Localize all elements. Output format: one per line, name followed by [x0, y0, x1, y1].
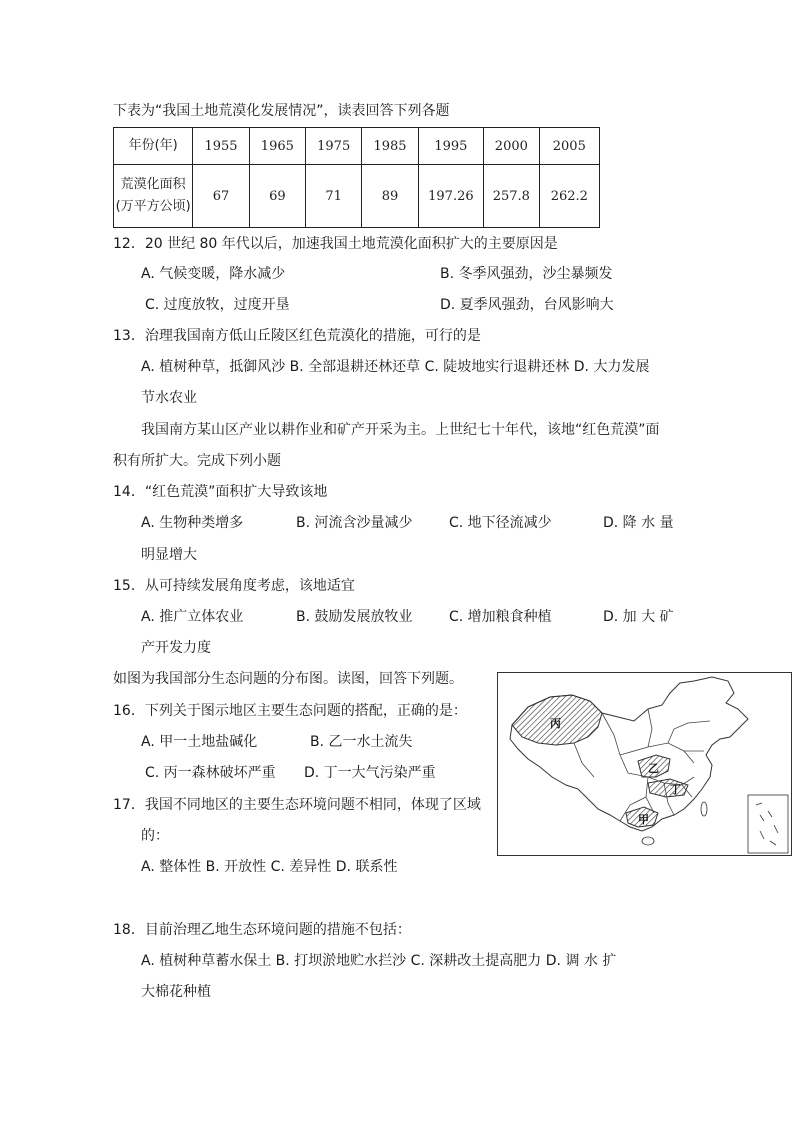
passage-line2: 积有所扩大。完成下列小题 [113, 453, 281, 469]
year-cell: 1995 [418, 128, 483, 165]
q15-option-a: A. 推广立体农业 [141, 609, 244, 625]
map-label-jia: 甲 [638, 813, 649, 826]
q14-cont: 明显增大 [141, 547, 197, 563]
table-row [114, 128, 600, 165]
q12-option-c: C. 过度放牧，过度开垦 [145, 297, 290, 313]
ecology-problems-map [497, 672, 792, 856]
q16-option-a: A. 甲一土地盐碱化 [141, 734, 258, 750]
desertification-table [113, 127, 600, 228]
q14-option-c: C. 地下径流减少 [449, 515, 552, 531]
q12-option-a: A. 气候变暖，降水减少 [141, 266, 286, 282]
q16-option-c: C. 丙一森林破坏严重 [145, 765, 276, 781]
area-cell: 67 [193, 165, 249, 228]
map-label-yi: 乙 [648, 762, 659, 775]
year-cell: 2000 [484, 128, 539, 165]
q17-stem-line2: 的： [141, 828, 169, 844]
q15-cont: 产开发力度 [141, 640, 211, 656]
map-label-ding: 丁 [670, 783, 681, 796]
q12-option-b: B. 冬季风强劲，沙尘暴频发 [440, 266, 613, 282]
q13-stem: 13．治理我国南方低山丘陵区红色荒漠化的措施，可行的是 [113, 328, 481, 344]
q14-stem: 14．“红色荒漠”面积扩大导致该地 [113, 484, 328, 500]
q15-option-b: B. 鼓励发展放牧业 [296, 609, 413, 625]
taiwan-island [701, 802, 707, 816]
q12-stem: 12．20 世纪 80 年代以后，加速我国土地荒漠化面积扩大的主要原因是 [113, 236, 558, 252]
year-header: 年份(年) [114, 128, 193, 165]
year-cell: 1975 [306, 128, 362, 165]
q16-stem: 16．下列关于图示地区主要生态问题的搭配，正确的是： [113, 703, 467, 719]
area-cell: 257.8 [484, 165, 539, 228]
q14-option-d: D. 降 水 量 [603, 515, 674, 531]
area-header [114, 165, 193, 228]
year-cell: 1955 [193, 128, 249, 165]
q17-stem-line1: 17．我国不同地区的主要生态环境问题不相同，体现了区域 [113, 797, 481, 813]
china-map-figure [498, 673, 791, 855]
area-header-line2: (万平方公顷) [115, 199, 191, 214]
q18-cont: 大棉花种植 [141, 984, 211, 1000]
map-label-bing: 丙 [550, 717, 561, 730]
q13-options: A. 植树种草，抵御风沙 B. 全部退耕还林还草 C. 陡坡地实行退耕还林 D. 大力发展 [141, 359, 650, 375]
q14-option-a: A. 生物种类增多 [141, 515, 244, 531]
passage-line1: 我国南方某山区产业以耕作业和矿产开采为主。上世纪七十年代，该地“红色荒漠”面 [141, 422, 660, 438]
hainan-island [642, 837, 654, 845]
map-intro: 如图为我国部分生态问题的分布图。读图，回答下列题。 [113, 671, 463, 687]
area-cell: 89 [362, 165, 418, 228]
q17-options: A. 整体性 B. 开放性 C. 差异性 D. 联系性 [141, 859, 398, 875]
area-cell: 69 [249, 165, 305, 228]
q18-stem: 18．目前治理乙地生态环境问题的措施不包括： [113, 922, 411, 938]
table-row [114, 165, 600, 228]
q16-option-d: D. 丁一大气污染严重 [304, 765, 436, 781]
south-sea-inset [748, 795, 788, 853]
q14-option-b: B. 河流含沙量减少 [296, 515, 413, 531]
table-intro: 下表为“我国土地荒漠化发展情况”，读表回答下列各题 [113, 103, 450, 119]
q12-option-d: D. 夏季风强劲，台风影响大 [440, 297, 614, 313]
area-header-line1: 荒漠化面积 [120, 177, 186, 192]
year-cell: 1985 [362, 128, 418, 165]
q18-options: A. 植树种草蓄水保土 B. 打坝淤地贮水拦沙 C. 深耕改土提高肥力 D. 调 水 扩 [141, 953, 617, 969]
q16-option-b: B. 乙一水土流失 [310, 734, 413, 750]
q15-stem: 15．从可持续发展角度考虑，该地适宜 [113, 578, 355, 594]
area-cell: 262.2 [539, 165, 599, 228]
q15-option-c: C. 增加粮食种植 [449, 609, 552, 625]
area-cell: 71 [306, 165, 362, 228]
q13-options-cont: 节水农业 [141, 390, 197, 406]
area-cell: 197.26 [418, 165, 483, 228]
q15-option-d: D. 加 大 矿 [603, 609, 674, 625]
year-cell: 1965 [249, 128, 305, 165]
year-cell: 2005 [539, 128, 599, 165]
